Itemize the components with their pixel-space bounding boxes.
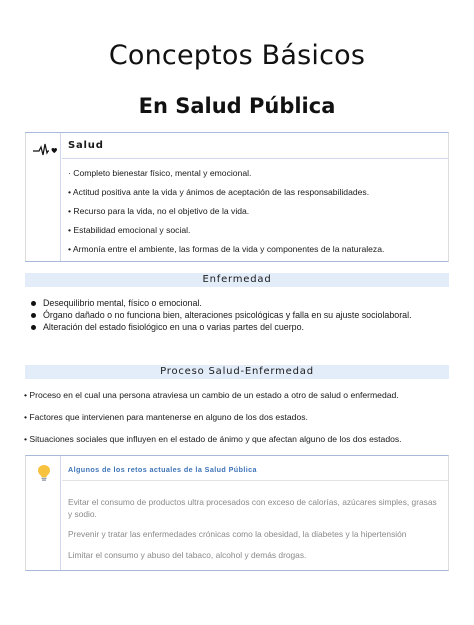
- list-item-text: Desequilibrio mental, físico o emocional.: [43, 298, 202, 308]
- page-title: Conceptos Básicos: [108, 40, 366, 71]
- list-item: • Proceso en el cual una persona atraviesa un cambio de un estado a otro de salud o enfermedad.: [24, 390, 399, 400]
- bullet-icon: [31, 301, 36, 306]
- list-item: • Armonía entre el ambiente, las formas de la vida y componentes de la naturaleza.: [68, 244, 385, 254]
- list-item: • Estabilidad emocional y social.: [68, 225, 191, 235]
- salud-card: [25, 132, 449, 262]
- list-item: [31, 298, 412, 310]
- proceso-list: [24, 390, 402, 456]
- list-item-text: Alteración del estado fisiológico en una o varias partes del cuerpo.: [43, 322, 304, 332]
- enfermedad-header: [25, 273, 449, 287]
- retos-heading: Algunos de los retos actuales de la Salud Pública: [68, 465, 257, 474]
- list-item: • Recurso para la vida, no el objetivo de la vida.: [68, 206, 250, 216]
- retos-icon-column: [26, 456, 61, 570]
- salud-icon-column: [25, 133, 61, 261]
- list-item: · Completo bienestar físico, mental y emocional.: [68, 168, 252, 178]
- enfermedad-list: [31, 298, 412, 334]
- retos-paragraph: Evitar el consumo de productos ultra procesados con exceso de calorías, azúcares simples, grasas y sodio.: [68, 497, 437, 519]
- list-item: [31, 310, 412, 322]
- list-item: [31, 322, 412, 334]
- proceso-header: [25, 365, 449, 379]
- divider: [62, 480, 448, 481]
- salud-heading: Salud: [68, 140, 104, 151]
- list-item: • Situaciones sociales que influyen en el estado de ánimo y que afectan alguno de los dos estados.: [24, 434, 402, 444]
- proceso-heading: Proceso Salud-Enfermedad: [160, 366, 314, 377]
- divider: [62, 158, 448, 159]
- enfermedad-heading: Enfermedad: [202, 274, 272, 285]
- retos-card: [25, 455, 449, 571]
- bullet-icon: [31, 325, 36, 330]
- heartbeat-icon: [33, 142, 57, 158]
- bullet-icon: [31, 313, 36, 318]
- list-item-text: Órgano dañado o no funciona bien, alteraciones psicológicas y falla en su ajuste sociolaboral.: [43, 310, 412, 320]
- list-item: • Actitud positiva ante la vida y ánimos de aceptación de las responsabilidades.: [68, 187, 370, 197]
- retos-paragraph: Prevenir y tratar las enfermedades crónicas como la obesidad, la diabetes y la hipertensión: [68, 529, 407, 539]
- list-item: • Factores que intervienen para mantenerse en alguno de los dos estados.: [24, 412, 308, 422]
- lightbulb-icon: [37, 464, 51, 482]
- salud-list: [68, 168, 446, 263]
- page-subtitle: En Salud Pública: [138, 94, 336, 118]
- retos-paragraph: Limitar el consumo y abuso del tabaco, alcohol y demás drogas.: [68, 550, 307, 560]
